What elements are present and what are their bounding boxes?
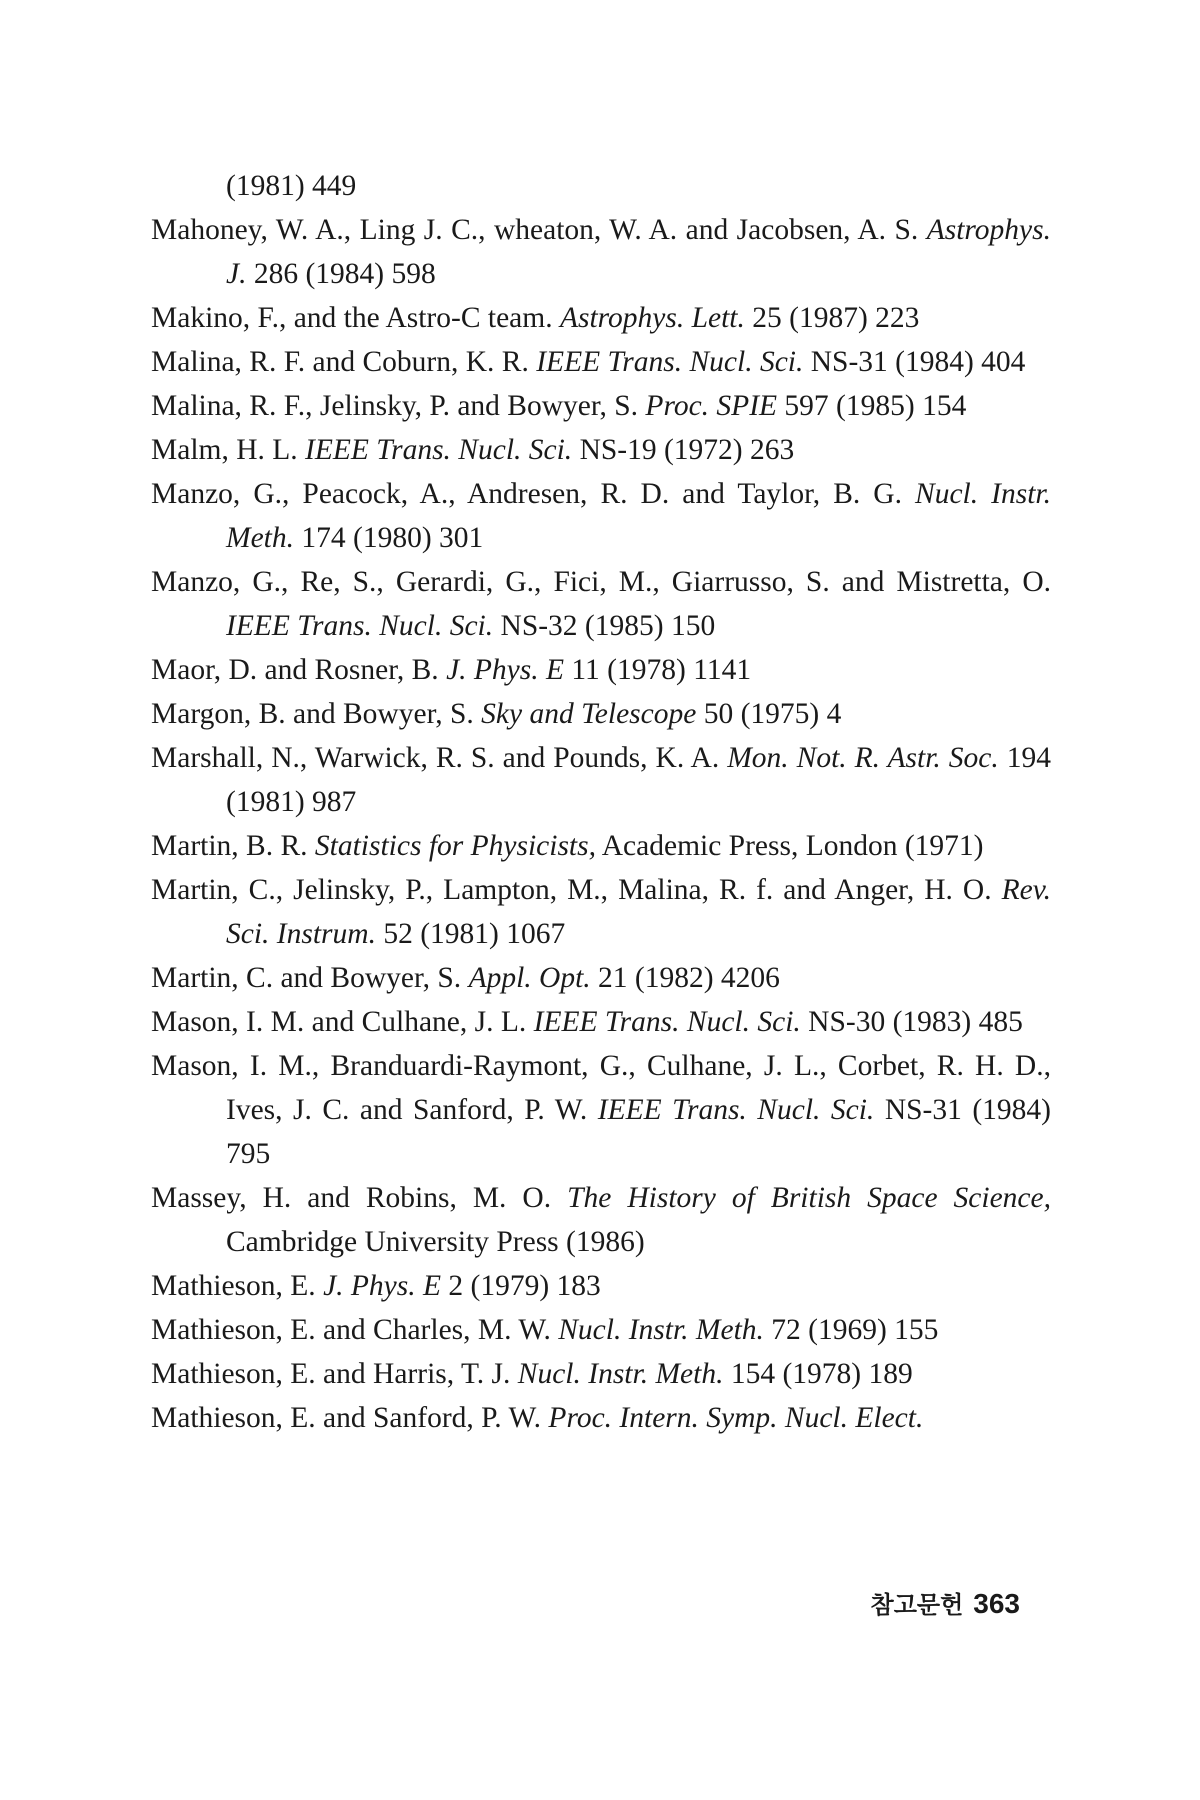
reference-entry — [151, 692, 1051, 736]
reference-source-title: J. Phys. E — [446, 654, 565, 686]
reference-entry — [151, 648, 1051, 692]
reference-text: Martin, B. R. — [151, 830, 315, 862]
reference-text: 154 (1978) 189 — [723, 1358, 913, 1390]
reference-source-title: IEEE Trans. Nucl. Sci. — [305, 434, 573, 466]
reference-text: Martin, C., Jelinsky, P., Lampton, M., Malina, R. f. and Anger, H. O. — [151, 874, 1002, 906]
reference-text: 286 (1984) 598 — [246, 258, 436, 290]
reference-entry — [151, 428, 1051, 472]
reference-text: Marshall, N., Warwick, R. S. and Pounds, K. A. — [151, 742, 728, 774]
reference-entry — [151, 164, 1051, 208]
reference-text: Malina, R. F., Jelinsky, P. and Bowyer, S. — [151, 390, 646, 422]
reference-entry — [151, 560, 1051, 648]
reference-entry — [151, 1396, 1051, 1440]
reference-entry — [151, 1000, 1051, 1044]
reference-text: Manzo, G., Re, S., Gerardi, G., Fici, M., Giarrusso, S. and Mistretta, O. — [151, 566, 1051, 598]
reference-source-title: Astrophys. Lett. — [559, 302, 745, 334]
reference-entry — [151, 868, 1051, 956]
reference-text: 11 (1978) 1141 — [564, 654, 752, 686]
reference-entry — [151, 1176, 1051, 1264]
reference-entry — [151, 736, 1051, 824]
reference-source-title: Mon. Not. R. Astr. Soc. — [727, 742, 999, 774]
reference-text: 21 (1982) 4206 — [590, 962, 780, 994]
reference-text: Makino, F., and the Astro-C team. — [151, 302, 560, 334]
reference-source-title: IEEE Trans. Nucl. Sci. — [536, 346, 804, 378]
reference-text: (1981) 449 — [226, 170, 357, 202]
reference-entry — [151, 472, 1051, 560]
reference-source-title: IEEE Trans. Nucl. Sci. — [533, 1006, 801, 1038]
reference-text: 72 (1969) 155 — [763, 1314, 939, 1346]
reference-entry — [151, 1044, 1051, 1176]
reference-text: Mahoney, W. A., Ling J. C., wheaton, W. A. and Jacobsen, A. S. — [151, 214, 927, 246]
reference-text: Maor, D. and Rosner, B. — [151, 654, 447, 686]
reference-entry — [151, 824, 1051, 868]
reference-text: NS-32 (1985) 150 — [493, 610, 716, 642]
reference-source-title: Rev. Sci. Instrum. — [226, 874, 1051, 950]
reference-text: Mason, I. M., Branduardi-Raymont, G., Culhane, J. L., Corbet, R. H. D., Ives, J. C. and Sanford, P. W. — [151, 1050, 1051, 1126]
reference-list — [151, 164, 1051, 1440]
reference-text: 194 (1981) 987 — [226, 742, 1052, 818]
reference-text: NS-31 (1984) 404 — [803, 346, 1026, 378]
reference-text: NS-31 (1984) 795 — [226, 1094, 1051, 1170]
reference-source-title: Appl. Opt. — [468, 962, 591, 994]
reference-text: 25 (1987) 223 — [744, 302, 920, 334]
reference-text: Manzo, G., Peacock, A., Andresen, R. D. and Taylor, B. G. — [151, 478, 916, 510]
reference-text: Mathieson, E. and Harris, T. J. — [151, 1358, 518, 1390]
reference-text: Malina, R. F. and Coburn, K. R. — [151, 346, 537, 378]
reference-text: Massey, H. and Robins, M. O. — [151, 1182, 568, 1214]
reference-text: Mason, I. M. and Culhane, J. L. — [151, 1006, 534, 1038]
reference-text: Mathieson, E. — [151, 1270, 324, 1302]
reference-source-title: Astrophys. J. — [226, 214, 1051, 290]
page-number: 363 — [973, 1588, 1020, 1619]
footer-section-label: 참고문헌 — [870, 1591, 964, 1619]
reference-entry — [151, 956, 1051, 1000]
reference-entry — [151, 296, 1051, 340]
reference-entry — [151, 1264, 1051, 1308]
reference-text: Margon, B. and Bowyer, S. — [151, 698, 482, 730]
reference-text: NS-30 (1983) 485 — [800, 1006, 1023, 1038]
reference-source-title: J. Phys. E — [323, 1270, 442, 1302]
reference-source-title: The History of British Space Science, — [567, 1182, 1051, 1214]
reference-text: 2 (1979) 183 — [441, 1270, 601, 1302]
reference-entry — [151, 384, 1051, 428]
reference-source-title: IEEE Trans. Nucl. Sci. — [597, 1094, 875, 1126]
reference-source-title: Proc. SPIE — [645, 390, 778, 422]
reference-text: 50 (1975) 4 — [696, 698, 842, 730]
reference-entry — [151, 340, 1051, 384]
reference-source-title: Nucl. Instr. Meth. — [558, 1314, 764, 1346]
reference-text: Malm, H. L. — [151, 434, 306, 466]
reference-source-title: Proc. Intern. Symp. Nucl. Elect. — [548, 1402, 924, 1434]
reference-text: Mathieson, E. and Sanford, P. W. — [151, 1402, 549, 1434]
reference-text: 597 (1985) 154 — [777, 390, 967, 422]
reference-source-title: Sky and Telescope — [481, 698, 697, 730]
reference-text: Academic Press, London (1971) — [595, 830, 984, 862]
reference-text: 174 (1980) 301 — [294, 522, 484, 554]
reference-entry — [151, 208, 1051, 296]
reference-source-title: Nucl. Instr. Meth. — [226, 478, 1051, 554]
reference-source-title: Statistics for Physicists, — [314, 830, 596, 862]
reference-entry — [151, 1308, 1051, 1352]
reference-source-title: Nucl. Instr. Meth. — [517, 1358, 724, 1390]
reference-text: Mathieson, E. and Charles, M. W. — [151, 1314, 559, 1346]
reference-entry — [151, 1352, 1051, 1396]
reference-text: 52 (1981) 1067 — [375, 918, 566, 950]
reference-text: Martin, C. and Bowyer, S. — [151, 962, 469, 994]
reference-text: Cambridge University Press (1986) — [226, 1226, 645, 1258]
reference-source-title: IEEE Trans. Nucl. Sci. — [226, 610, 494, 642]
reference-text: NS-19 (1972) 263 — [572, 434, 795, 466]
page-footer — [871, 1586, 1020, 1623]
